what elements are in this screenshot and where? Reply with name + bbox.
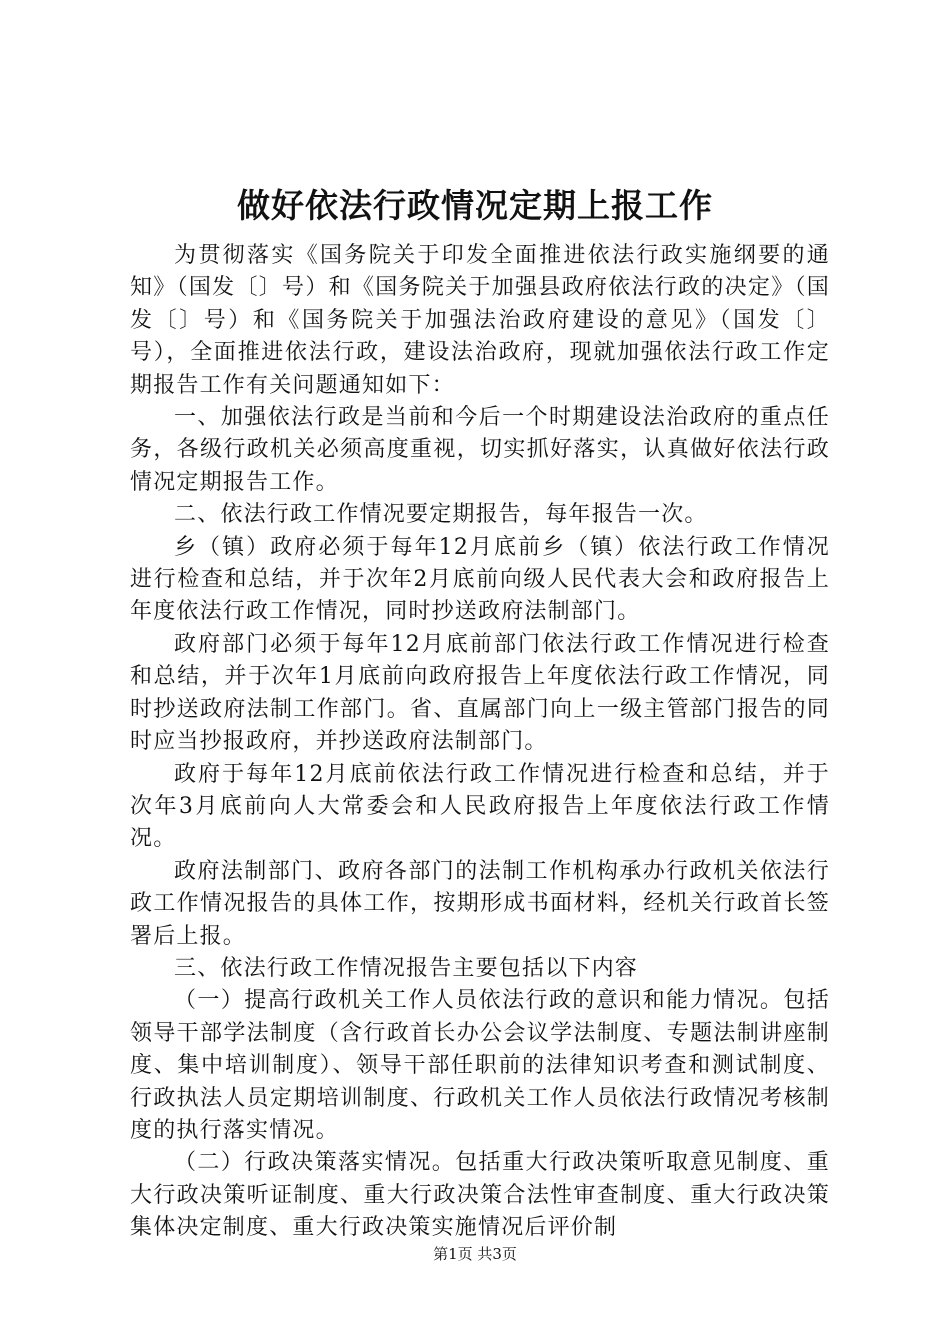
paragraph-legal-office: 政府法制部门、政府各部门的法制工作机构承办行政机关依法行政工作情况报告的具体工作，按期形成书面材料，经机关行政首长签署后上报。 <box>130 858 830 949</box>
paragraph-township: 乡（镇）政府必须于每年12月底前乡（镇）依法行政工作情况进行检查和总结，并于次年2月底前向级人民代表大会和政府报告上年度依法行政工作情况，同时抄送政府法制部门。 <box>130 534 830 625</box>
paragraph-sub-2: （二）行政决策落实情况。包括重大行政决策听取意见制度、重大行政决策听证制度、重大行政决策合法性审查制度、重大行政决策集体决定制度、重大行政决策实施情况后评价制 <box>130 1150 830 1241</box>
paragraph-item-1: 一、加强依法行政是当前和今后一个时期建设法治政府的重点任务，各级行政机关必须高度重视，切实抓好落实，认真做好依法行政情况定期报告工作。 <box>130 405 830 495</box>
page-footer: 第1页 共3页 <box>433 1245 517 1263</box>
paragraph-item-3: 三、依法行政工作情况报告主要包括以下内容 <box>174 955 639 981</box>
paragraph-government: 政府于每年12月底前依法行政工作情况进行检查和总结，并于次年3月底前向人大常委会和人民政府报告上年度依法行政工作情况。 <box>130 761 830 852</box>
paragraph-sub-1: （一）提高行政机关工作人员依法行政的意识和能力情况。包括领导干部学法制度（含行政首长办公会议学法制度、专题法制讲座制度、集中培训制度）、领导干部任职前的法律知识考查和测试制度、行政执法人员定期培训制度、行政机关工作人员依法行政情况考核制度的执行落实情况。 <box>130 988 830 1143</box>
paragraph-departments: 政府部门必须于每年12月底前部门依法行政工作情况进行检查和总结，并于次年1月底前向政府报告上年度依法行政工作情况，同时抄送政府法制工作部门。省、直属部门向上一级主管部门报告的同时应当抄报政府，并抄送政府法制部门。 <box>130 631 830 755</box>
paragraph-item-2: 二、依法行政工作情况要定期报告，每年报告一次。 <box>174 502 708 528</box>
document-body <box>130 240 830 1245</box>
paragraph-intro: 为贯彻落实《国务院关于印发全面推进依法行政实施纲要的通知》（国发〔〕号）和《国务院关于加强县政府依法行政的决定》（国发〔〕号）和《国务院关于加强法治政府建设的意见》（国发〔〕号），全面推进依法行政，建设法治政府，现就加强依法行政工作定期报告工作有关问题通知如下： <box>130 243 830 398</box>
document-title: 做好依法行政情况定期上报工作 <box>237 186 713 225</box>
